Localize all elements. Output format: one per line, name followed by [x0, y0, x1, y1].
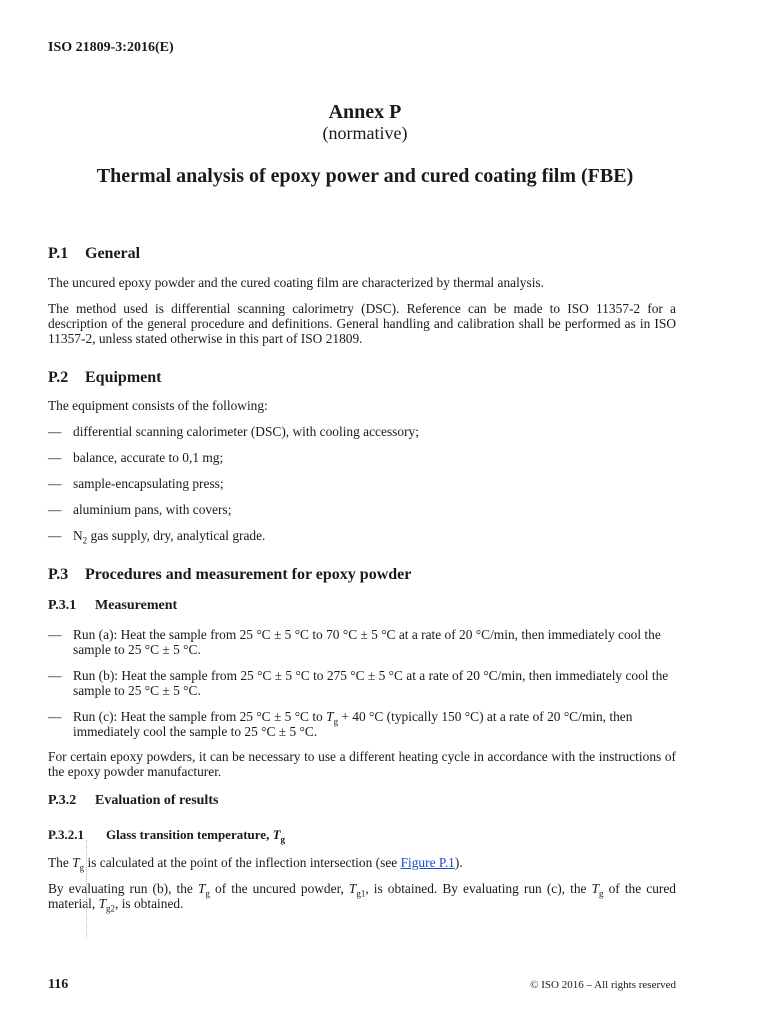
subsection-number: P.3.2.1 [48, 827, 84, 842]
list-dash: — [48, 476, 62, 491]
run-b: Run (b): Heat the sample from 25 °C ± 5 °C to 275 °C ± 5 °C at a rate of 20 °C/min, then immediately cool the sample to 25 °C ± 5 °C. [73, 668, 669, 698]
section-heading-p1 [48, 245, 140, 263]
list-dash: — [48, 668, 62, 683]
section-number: P.3 [48, 566, 69, 583]
section-number: P.1 [48, 245, 69, 262]
list-item: aluminium pans, with covers; [73, 502, 232, 517]
section-heading-p2 [48, 369, 161, 387]
run-c: Run (c): Heat the sample from 25 °C ± 5 °C to $T_g + 40$ °C (typically 150 °C) at a rate of 20 °C/min, then immediately cool the sample to 25 °C ± 5 °C. [73, 709, 633, 739]
run-a: Run (a): Heat the sample from 25 °C ± 5 °C to 70 °C ± 5 °C at a rate of 20 °C/min, then immediately cool the sample to 25 °C ± 5 °C. [73, 627, 661, 657]
section-title: Procedures and measurement for epoxy powder [85, 566, 412, 583]
list-item: $N_2$ gas supply, dry, analytical grade. [73, 528, 266, 546]
list-item: differential scanning calorimeter (DSC), with cooling accessory; [73, 424, 419, 439]
list-dash: — [48, 709, 62, 724]
dotted-guide-line [86, 840, 87, 938]
subsection-title: Glass transition temperature, [106, 827, 273, 842]
figure-p1-link[interactable]: Figure P.1 [400, 855, 455, 870]
subsection-title: Measurement [95, 598, 178, 613]
list-dash: — [48, 450, 62, 465]
subsection-number: P.3.1 [48, 598, 77, 613]
subsection-title: Evaluation of results [95, 793, 219, 808]
annex-label: Annex P [328, 101, 402, 123]
p3-2-1-paragraph-1: The $T_g$ is calculated at the point of the inflection intersection (see Figure P.1). [48, 855, 463, 873]
list-dash: — [48, 627, 62, 642]
subsection-heading-p3-1 [48, 598, 177, 614]
document-reference: ISO 21809-3:2016(E) [48, 40, 174, 55]
annex-title: Thermal analysis of epoxy power and cured coating film (FBE) [96, 165, 634, 187]
p1-paragraph-1: The uncured epoxy powder and the cured coating film are characterized by thermal analysis. [48, 275, 544, 290]
section-heading-p3 [48, 566, 411, 584]
p1-paragraph-2: The method used is differential scanning calorimetry (DSC). Reference can be made to ISO 11357-2 for a description of the general procedure and definitions. General handling and calibration shall be performed as in ISO 11357-2, unless stated otherwise in this part of ISO 21809. [48, 301, 676, 346]
copyright-notice: © ISO 2016 – All rights reserved [530, 979, 676, 991]
list-dash: — [48, 424, 62, 439]
list-dash: — [48, 502, 62, 517]
section-title: Equipment [85, 369, 162, 386]
subsection-heading-p3-2 [48, 793, 218, 809]
annex-type: (normative) [322, 123, 408, 143]
section-number: P.2 [48, 369, 69, 386]
page-number: 116 [48, 977, 69, 992]
subsection-heading-p3-2-1: P.3.2.1 Glass transition temperature, $T_g$ [48, 827, 286, 845]
section-title: General [85, 245, 141, 262]
list-item: balance, accurate to 0,1 mg; [73, 450, 224, 465]
p2-intro: The equipment consists of the following: [48, 398, 268, 413]
p3-2-1-paragraph-2: By evaluating run (b), the $T_g$ of the uncured powder, $T_{g1}$, is obtained. By evaluating run (c), the $T_g$ of the cured material, $T_{g2}$, is obtained. [48, 881, 676, 914]
p3-1-note: For certain epoxy powders, it can be necessary to use a different heating cycle in accordance with the instructions of the epoxy powder manufacturer. [48, 749, 676, 779]
list-dash: — [48, 528, 62, 543]
subsection-number: P.3.2 [48, 793, 77, 808]
list-item: sample-encapsulating press; [73, 476, 224, 491]
